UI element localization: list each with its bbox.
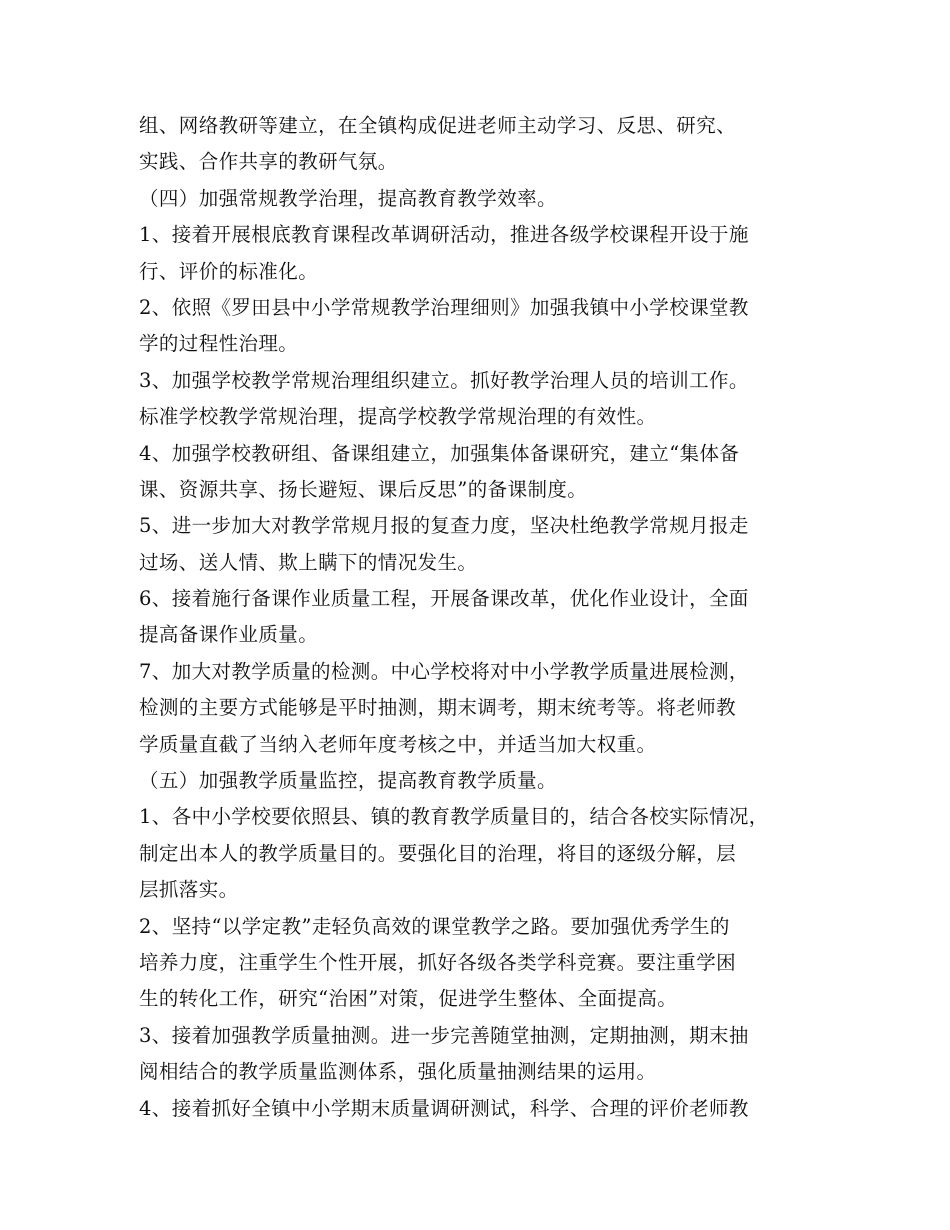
text-line: 2、坚持“以学定教”走轻负高效的课堂教学之路。要加强优秀学生的	[139, 914, 730, 938]
text-line: 2、依照《罗田县中小学常规教学治理细则》加强我镇中小学校课堂教	[139, 295, 749, 319]
document-body	[139, 108, 839, 1127]
text-line: 检测的主要方式能够是平时抽测，期末调考，期末统考等。将老师教	[139, 696, 737, 720]
text-line: 实践、合作共享的教研气氛。	[139, 150, 398, 174]
text-line: 组、网络教研等建立，在全镇构成促进老师主动学习、反思、研究、	[139, 114, 737, 137]
text-line: 过场、送人情、欺上瞒下的情况发生。	[139, 550, 478, 574]
text-line: 标准学校教学常规治理，提高学校教学常规治理的有效性。	[139, 405, 657, 429]
text-line: 1、接着开展根底教育课程改革调研活动，推进各级学校课程开设于施	[139, 223, 749, 247]
text-line: 培养力度，注重学生个性开展，抓好各级各类学科竞赛。要注重学困	[139, 950, 737, 974]
text-line: 行、评价的标准化。	[139, 259, 319, 283]
text-line: 课、资源共享、扬长避短、课后反思”的备课制度。	[139, 477, 588, 501]
text-line: 阅相结合的教学质量监测体系，强化质量抽测结果的运用。	[139, 1060, 657, 1084]
text-line: 制定出本人的教学质量目的。要强化目的治理，将目的逐级分解，层	[139, 841, 737, 865]
text-line: 7、加大对教学质量的检测。中心学校将对中小学教学质量进展检测，	[139, 659, 749, 683]
text-line: 5、进一步加大对教学常规月报的复查力度，坚决杜绝教学常规月报走	[139, 514, 749, 538]
text-line: 学的过程性治理。	[139, 332, 299, 356]
text-line: 学质量直截了当纳入老师年度考核之中，并适当加大权重。	[139, 732, 657, 756]
text-line: 4、加强学校教研组、备课组建立，加强集体备课研究，建立“集体备	[139, 441, 740, 465]
text-line: 提高备课作业质量。	[139, 623, 319, 647]
text-line: 3、加强学校教学常规治理组织建立。抓好教学治理人员的培训工作。	[139, 368, 749, 392]
text-line: 4、接着抓好全镇中小学期末质量调研测试，科学、合理的评价老师教	[139, 1096, 749, 1120]
text-line: 6、接着施行备课作业质量工程，开展备课改革，优化作业设计，全面	[139, 587, 749, 611]
text-line: 3、接着加强教学质量抽测。进一步完善随堂抽测，定期抽测，期末抽	[139, 1023, 749, 1047]
text-line: 1、各中小学校要依照县、镇的教育教学质量目的，结合各校实际情况，	[139, 805, 769, 829]
section-heading: （五）加强教学质量监控，提高教育教学质量。	[139, 769, 557, 793]
section-heading: （四）加强常规教学治理，提高教育教学效率。	[139, 186, 557, 210]
text-line: 生的转化工作，研究“治困”对策，促进学生整体、全面提高。	[139, 987, 678, 1011]
text-line: 层抓落实。	[139, 878, 239, 902]
